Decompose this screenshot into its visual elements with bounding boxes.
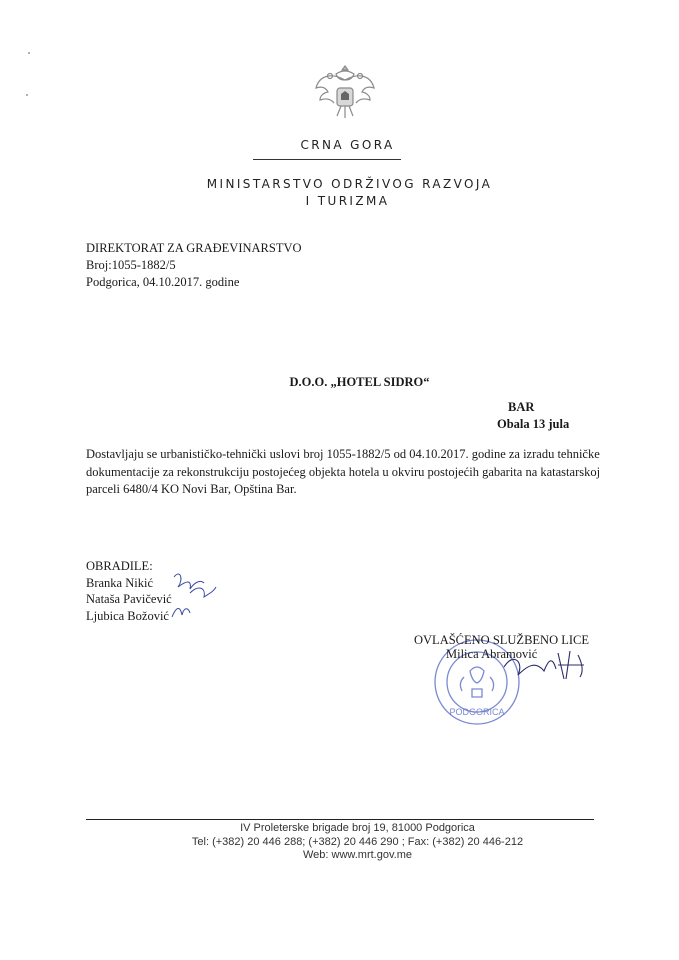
ministry-name-line2: I TURIZMA — [305, 194, 390, 208]
footer-web: Web: www.mrt.gov.me — [302, 849, 412, 861]
body-paragraph: Dostavljaju se urbanističko-tehnički uslovi broj 1055-1882/5 od 04.10.2017. godine za izradu tehničke dokumentacije za rekonstrukciju postojećeg objekta hotela u okviru postojećih gabarita na katastarskoj parceli 6480/4 KO Novi Bar, Opština Bar. — [86, 447, 601, 496]
footer-phones: Tel: (+382) 20 446 288; (+382) 20 446 290 ; Fax: (+382) 20 446-212 — [191, 835, 524, 848]
ministry-name-line1: MINISTARSTVO ODRŽIVOG RAZVOJA — [206, 177, 493, 191]
place-date: Podgorica, 04.10.2017. godine — [86, 275, 240, 289]
recipient-street: Obala 13 jula — [497, 417, 570, 431]
directorate: DIREKTORAT ZA GRAĐEVINARSTVO — [86, 241, 302, 255]
footer-address: IV Proleterske brigade broj 19, 81000 Podgorica — [240, 822, 475, 834]
country-name: CRNA GORA — [300, 138, 395, 152]
prepared-label: OBRADILE: — [86, 559, 153, 573]
scan-speck — [26, 94, 28, 96]
preparer-name: Nataša Pavičević — [86, 592, 172, 606]
footer — [0, 822, 679, 863]
scan-speck — [28, 52, 30, 54]
coat-of-arms-icon — [314, 62, 376, 124]
footer-divider — [86, 819, 594, 820]
preparer-signature — [164, 565, 224, 625]
official-title: OVLAŠĆENO SLUŽBENO LICE — [414, 633, 589, 647]
preparer-name: Branka Nikić — [86, 575, 153, 590]
document-meta — [86, 240, 302, 291]
svg-text:PODGORICA: PODGORICA — [449, 707, 505, 717]
header-divider — [253, 159, 401, 160]
preparer-name: Ljubica Božović — [86, 608, 169, 623]
official-name: Milica Abramović — [446, 647, 538, 661]
document-number: Broj:1055-1882/5 — [86, 258, 176, 272]
recipient-name: D.O.O. „HOTEL SIDRO“ — [289, 375, 430, 389]
recipient-city: BAR — [508, 400, 535, 414]
prepared-by — [86, 558, 172, 624]
official-signature — [500, 645, 590, 685]
